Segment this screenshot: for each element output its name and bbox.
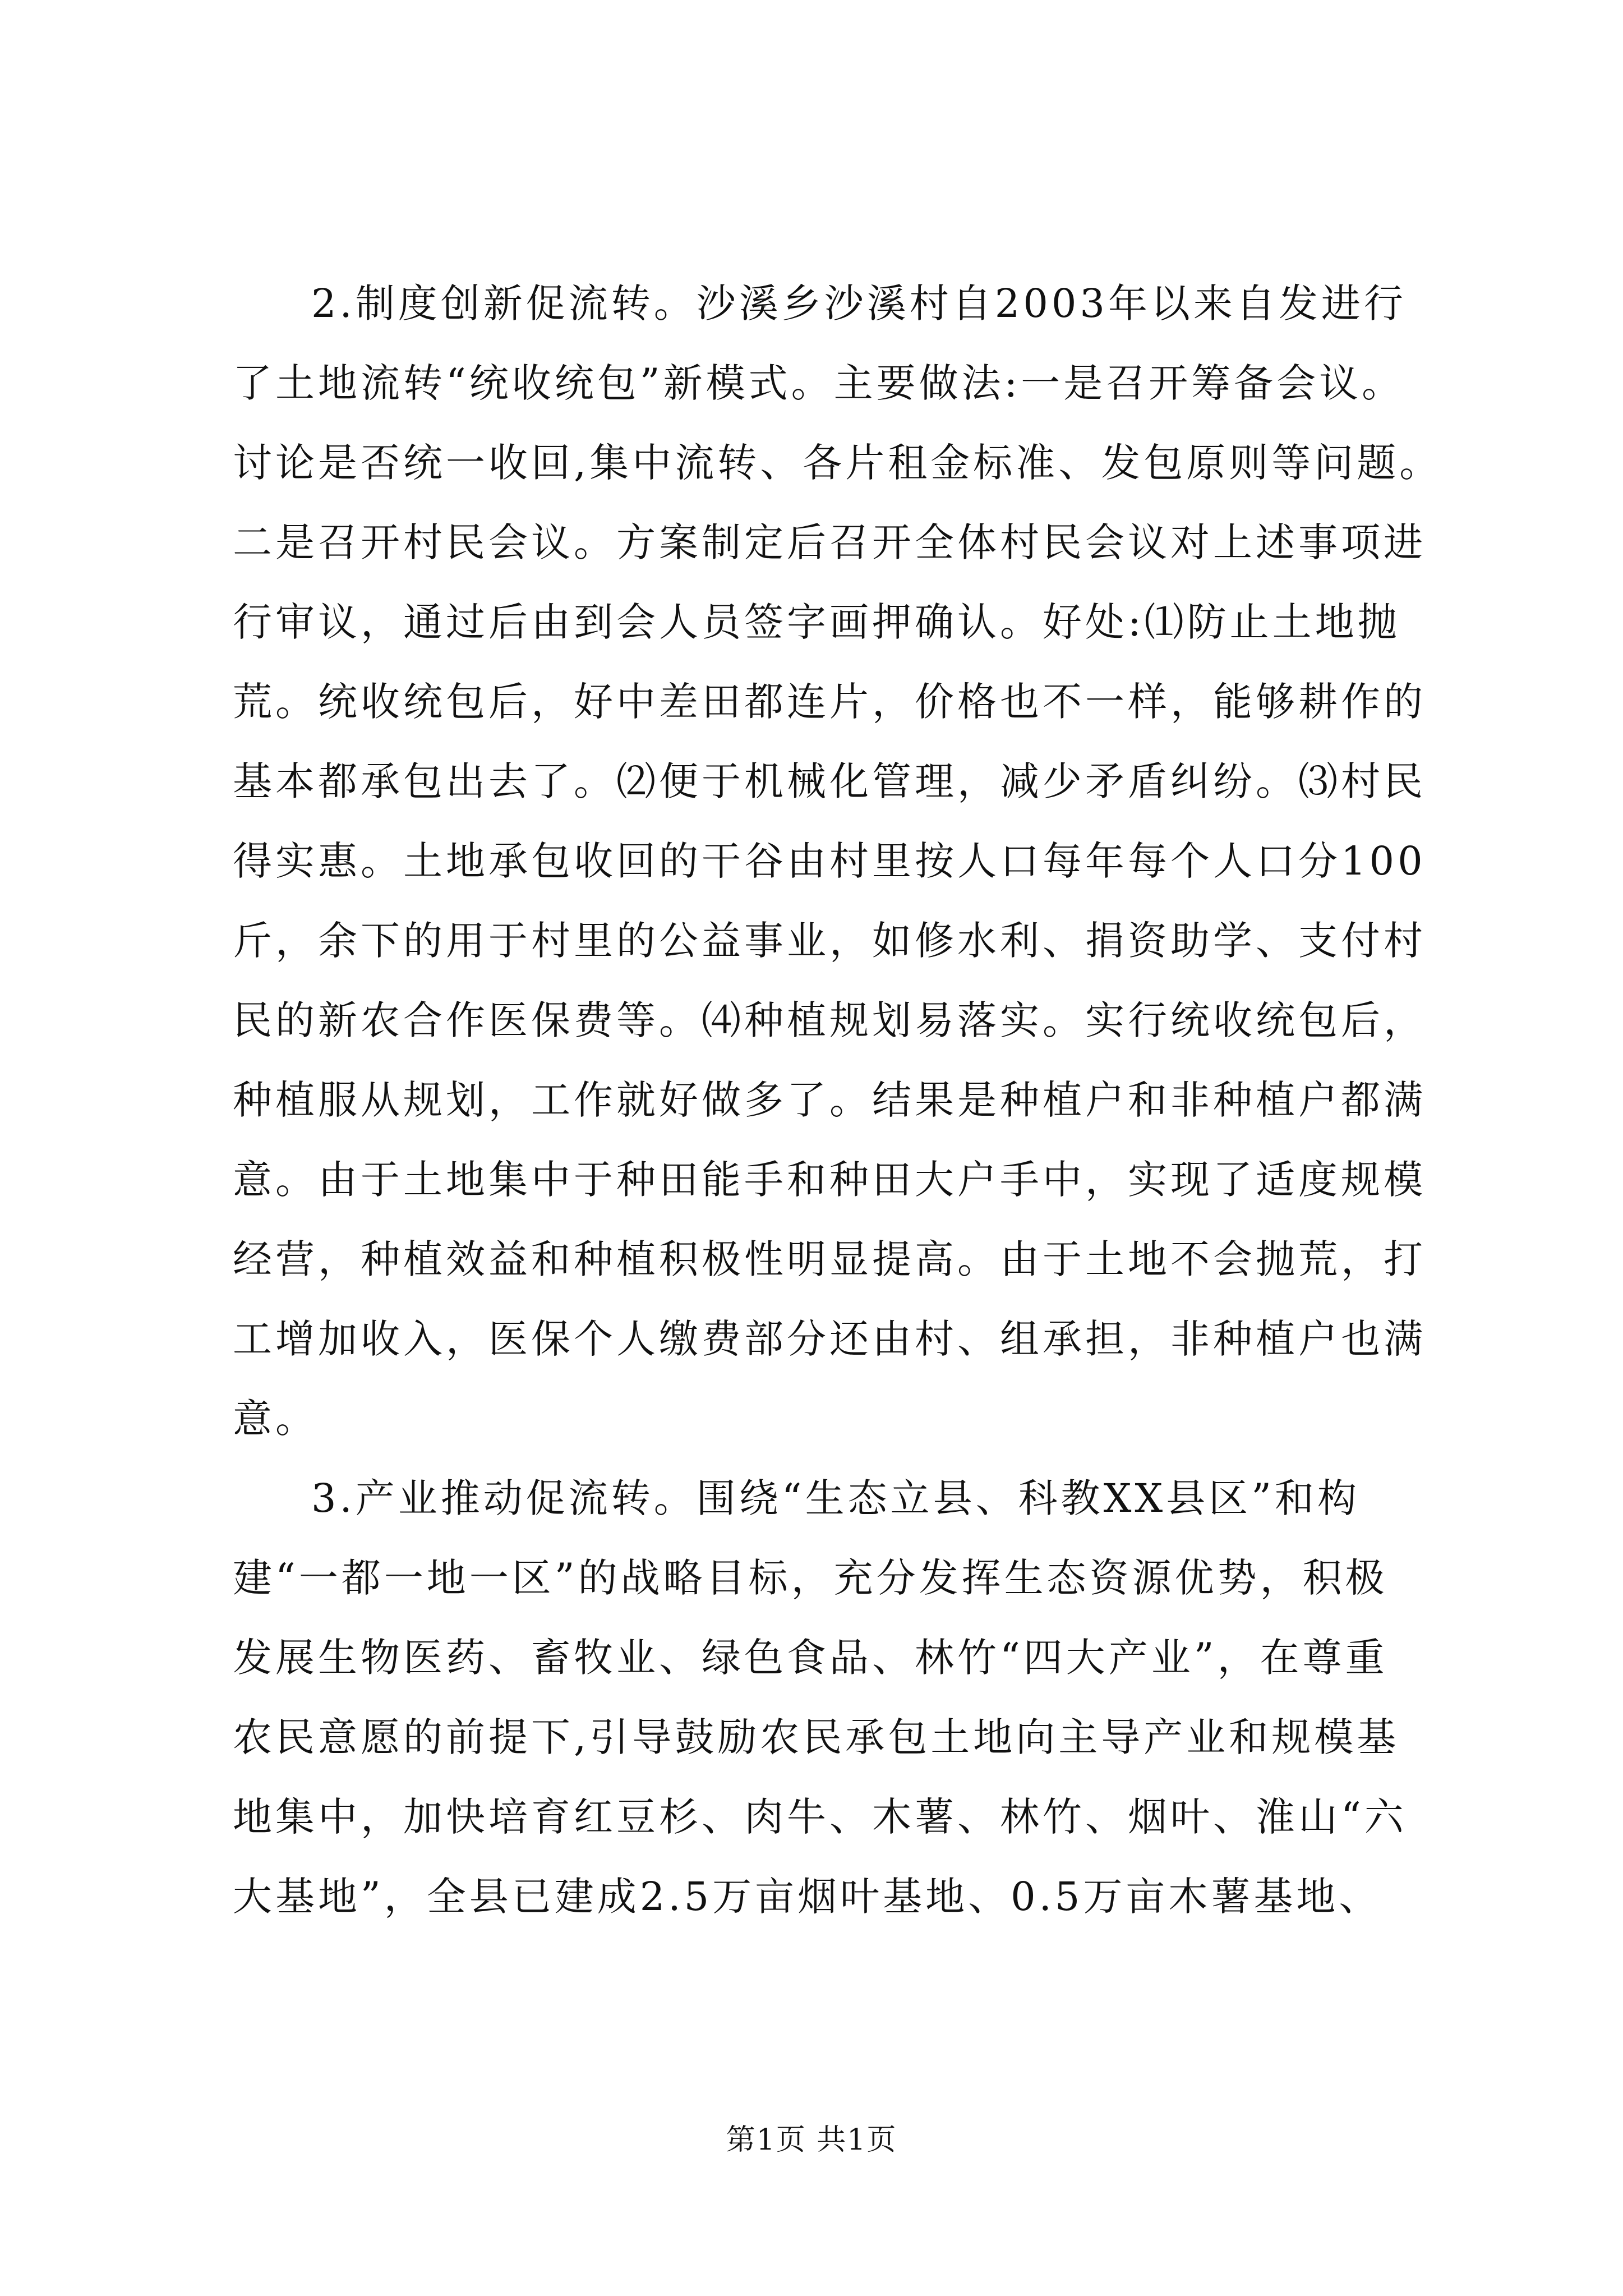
page-footer: 第1页 共1页 [726,2123,897,2157]
paragraph-2-line-2: 了土地流转“统收统包”新模式。主要做法:一是召开筹备会议。 [233,360,1405,406]
paragraph-3-line-4: 农民意愿的前提下,引导鼓励农民承包土地向主导产业和规模基 [233,1714,1400,1760]
document-body [233,264,1442,1936]
paragraph-2-line-4: 二是召开村民会议。方案制定后召开全体村民会议对上述事项进 [233,519,1426,565]
paragraph-3-line-1: 3.产业推动促流转。围绕“生态立县、科教XX县区”和构 [311,1475,1361,1521]
paragraph-2-line-10: 民的新农合作医保费等。⑷种植规划易落实。实行统收统包后， [233,997,1426,1043]
paragraph-3-line-2: 建“一都一地一区”的战略目标，充分发挥生态资源优势，积极 [233,1555,1388,1601]
paragraph-3-line-6: 大基地”，全县已建成2.5万亩烟叶基地、0.5万亩木薯基地、 [233,1874,1382,1920]
paragraph-2-line-6: 荒。统收统包后，好中差田都连片，价格也不一样，能够耕作的 [233,679,1426,725]
paragraph-2-line-14: 工增加收入，医保个人缴费部分还由村、组承担，非种植户也满 [233,1316,1426,1362]
paragraph-2-line-15: 意。 [233,1396,318,1442]
paragraph-2-line-13: 经营，种植效益和种植积极性明显提高。由于土地不会抛荒，打 [233,1236,1426,1282]
paragraph-2-line-1: 2.制度创新促流转。沙溪乡沙溪村自2003年以来自发进行 [311,280,1407,326]
paragraph-2-line-5: 行审议，通过后由到会人员签字画押确认。好处:⑴防止土地抛 [233,599,1400,645]
paragraph-2-line-8: 得实惠。土地承包收回的干谷由村里按人口每年每个人口分100 [233,838,1426,884]
paragraph-3-line-5: 地集中，加快培育红豆杉、肉牛、木薯、林竹、烟叶、淮山“六 [233,1794,1407,1840]
paragraph-3-line-3: 发展生物医药、畜牧业、绿色食品、林竹“四大产业”，在尊重 [233,1635,1388,1681]
paragraph-2-line-3: 讨论是否统一收回,集中流转、各片租金标准、发包原则等问题。 [233,440,1442,486]
paragraph-2-line-7: 基本都承包出去了。⑵便于机械化管理，减少矛盾纠纷。⑶村民 [233,758,1426,804]
paragraph-2-line-12: 意。由于土地集中于种田能手和种田大户手中，实现了适度规模 [233,1157,1426,1203]
paragraph-2-line-11: 种植服从规划，工作就好做多了。结果是种植户和非种植户都满 [233,1077,1426,1123]
paragraph-2-line-9: 斤，余下的用于村里的公益事业，如修水利、捐资助学、支付村 [233,918,1426,964]
